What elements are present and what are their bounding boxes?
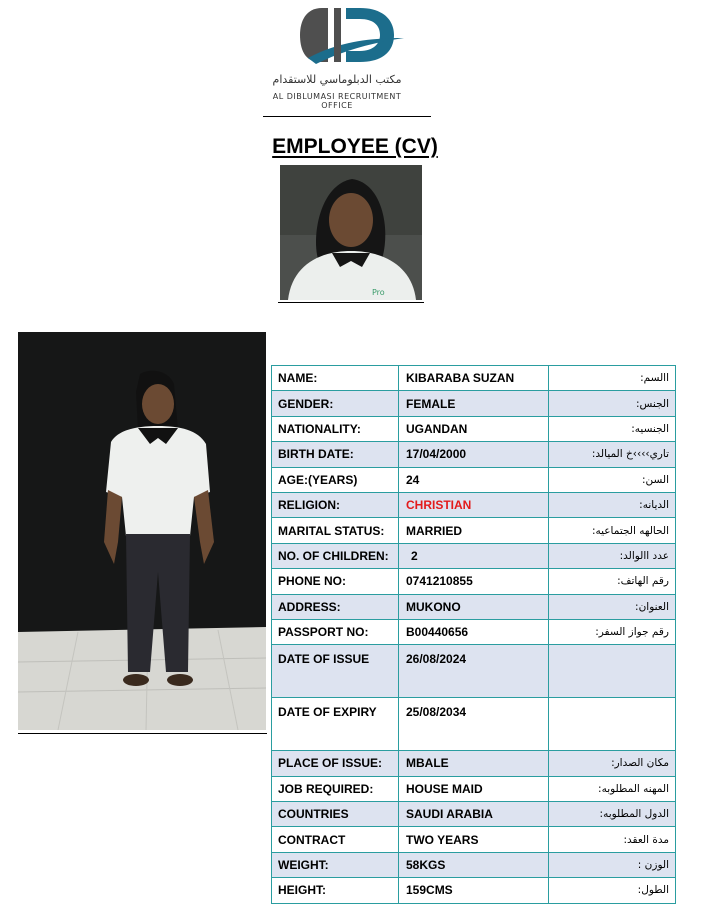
arabic-label-contract: مدة العقد:	[549, 827, 676, 852]
row-religion	[272, 492, 676, 517]
portrait-photo	[280, 165, 422, 300]
arabic-label-job-required: المهنه المطلوبه:	[549, 776, 676, 801]
logo-mark-right	[346, 8, 394, 62]
value-contract: TWO YEARS	[399, 827, 549, 852]
arabic-label-place-of-issue: مكان الصدار:	[549, 751, 676, 776]
value-marital-status: MARRIED	[399, 518, 549, 543]
cv-details-table	[271, 365, 676, 904]
value-birth-date: 17/04/2000	[399, 442, 549, 467]
value-weight: 58KGS	[399, 852, 549, 877]
row-date-of-issue	[272, 645, 676, 698]
value-age: 24	[399, 467, 549, 492]
arabic-label-date-of-expiry	[549, 698, 676, 751]
row-job-required	[272, 776, 676, 801]
label-gender: GENDER:	[272, 391, 399, 416]
logo-bar	[334, 8, 341, 62]
arabic-label-gender: الجنس:	[549, 391, 676, 416]
row-weight	[272, 852, 676, 877]
row-name	[272, 366, 676, 391]
logo-english-text: AL DIBLUMASI RECRUITMENT OFFICE	[272, 92, 402, 110]
arabic-label-children: عدد االوالد:	[549, 543, 676, 568]
value-children: 2	[399, 543, 549, 568]
label-date-of-issue: DATE OF ISSUE	[272, 645, 399, 698]
label-job-required: JOB REQUIRED:	[272, 776, 399, 801]
label-height: HEIGHT:	[272, 878, 399, 903]
label-religion: RELIGION:	[272, 492, 399, 517]
arabic-label-name: االسم:	[549, 366, 676, 391]
label-address: ADDRESS:	[272, 594, 399, 619]
label-place-of-issue: PLACE OF ISSUE:	[272, 751, 399, 776]
value-phone: 0741210855	[399, 569, 549, 594]
value-date-of-issue: 26/08/2024	[399, 645, 549, 698]
value-date-of-expiry: 25/08/2034	[399, 698, 549, 751]
arabic-label-date-of-issue	[549, 645, 676, 698]
arabic-label-phone: رقم الهاتف:	[549, 569, 676, 594]
svg-text:Pro: Pro	[372, 288, 385, 297]
row-phone	[272, 569, 676, 594]
label-contract: CONTRACT	[272, 827, 399, 852]
value-gender: FEMALE	[399, 391, 549, 416]
label-weight: WEIGHT:	[272, 852, 399, 877]
label-name: NAME:	[272, 366, 399, 391]
row-height	[272, 878, 676, 903]
label-passport: PASSPORT NO:	[272, 619, 399, 644]
row-date-of-expiry	[272, 698, 676, 751]
label-phone: PHONE NO:	[272, 569, 399, 594]
arabic-label-countries: الدول المطلوبه:	[549, 802, 676, 827]
company-logo	[298, 6, 408, 66]
label-birth-date: BIRTH DATE:	[272, 442, 399, 467]
arabic-label-passport: رقم جواز السفر:	[549, 619, 676, 644]
value-passport: B00440656	[399, 619, 549, 644]
arabic-label-age: السن:	[549, 467, 676, 492]
row-marital-status	[272, 518, 676, 543]
arabic-label-weight: الوزن :	[549, 852, 676, 877]
arabic-label-height: الطول:	[549, 878, 676, 903]
row-passport	[272, 619, 676, 644]
row-gender	[272, 391, 676, 416]
value-countries: SAUDI ARABIA	[399, 802, 549, 827]
row-place-of-issue	[272, 751, 676, 776]
value-job-required: HOUSE MAID	[399, 776, 549, 801]
value-nationality: UGANDAN	[399, 416, 549, 441]
logo-arabic-text: مكتب الدبلوماسي للاستقدام	[272, 73, 402, 86]
photo-divider	[18, 733, 267, 734]
arabic-label-address: العنوان:	[549, 594, 676, 619]
row-nationality	[272, 416, 676, 441]
row-children	[272, 543, 676, 568]
header-divider	[263, 116, 431, 117]
arabic-label-marital-status: الحالهه الجتماعيه:	[549, 518, 676, 543]
full-body-photo	[18, 332, 266, 730]
arabic-label-religion: الديانه:	[549, 492, 676, 517]
label-marital-status: MARITAL STATUS:	[272, 518, 399, 543]
value-height: 159CMS	[399, 878, 549, 903]
value-name: KIBARABA SUZAN	[399, 366, 549, 391]
page-title: EMPLOYEE (CV)	[272, 135, 438, 158]
row-address	[272, 594, 676, 619]
row-countries	[272, 802, 676, 827]
value-religion: CHRISTIAN	[399, 492, 549, 517]
arabic-label-nationality: الجنسيه:	[549, 416, 676, 441]
row-birth-date	[272, 442, 676, 467]
row-age	[272, 467, 676, 492]
row-contract	[272, 827, 676, 852]
value-place-of-issue: MBALE	[399, 751, 549, 776]
label-children: NO. OF CHILDREN:	[272, 543, 399, 568]
label-age: AGE:(YEARS)	[272, 467, 399, 492]
arabic-label-birth-date: تاري››››خ الميالد:	[549, 442, 676, 467]
label-countries: COUNTRIES	[272, 802, 399, 827]
label-date-of-expiry: DATE OF EXPIRY	[272, 698, 399, 751]
portrait-divider	[278, 302, 424, 303]
value-address: MUKONO	[399, 594, 549, 619]
label-nationality: NATIONALITY:	[272, 416, 399, 441]
